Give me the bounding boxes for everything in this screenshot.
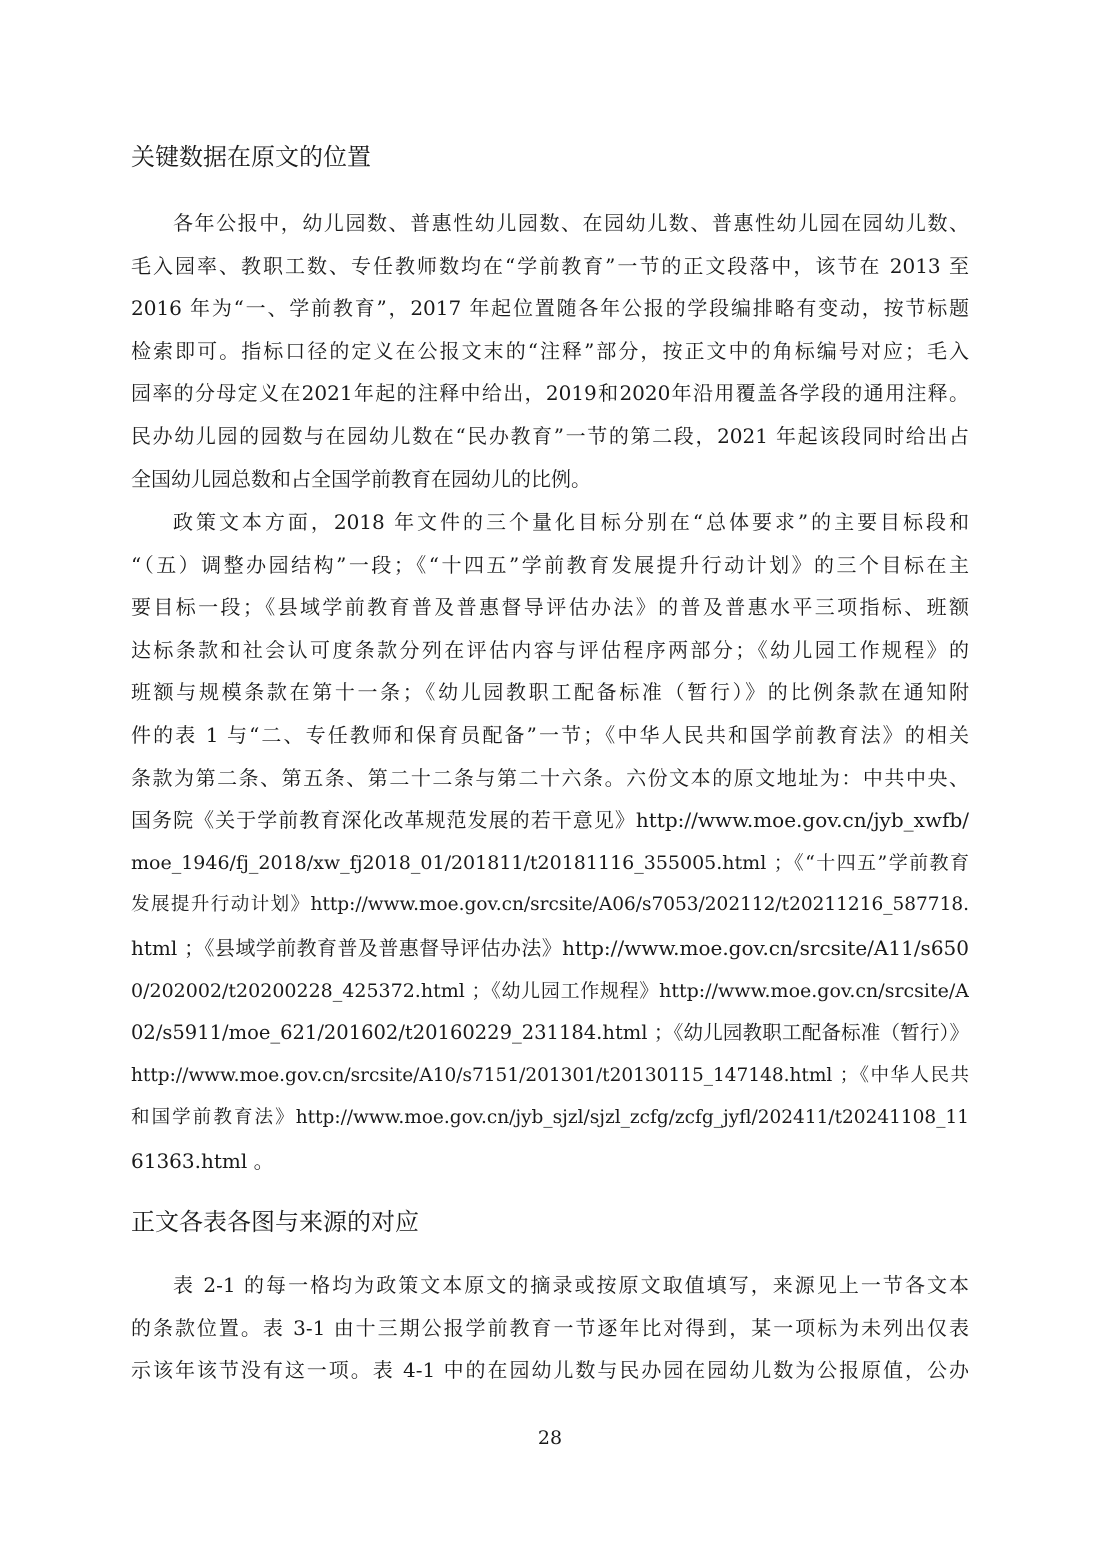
paragraph-line: 园率的分母定义在2021年起的注释中给出，2019和2020年沿用覆盖各学段的通用注释。 bbox=[131, 381, 969, 406]
paragraph-line: 检索即可。指标口径的定义在公报文末的“注释”部分，按正文中的角标编号对应；毛入 bbox=[131, 338, 969, 363]
paragraph-table-sources bbox=[131, 1264, 969, 1392]
paragraph-policy-texts bbox=[131, 501, 969, 1183]
paragraph-line: 各年公报中，幼儿园数、普惠性幼儿园数、在园幼儿数、普惠性幼儿园在园幼儿数、 bbox=[173, 211, 969, 235]
paragraph-line: 表 2-1 的每一格均为政策文本原文的摘录或按原文取值填写，来源见上一节各文本 bbox=[173, 1273, 969, 1297]
paragraph-line: 示该年该节没有这一项。表 4-1 中的在园幼儿数与民办园在园幼儿数为公报原值，公办 bbox=[131, 1358, 969, 1383]
paragraph-line: 毛入园率、教职工数、专任教师数均在“学前教育”一节的正文段落中，该节在 2013 至 bbox=[131, 253, 969, 278]
paragraph-line: 要目标一段；《县域学前教育普及普惠督导评估办法》的普及普惠水平三项指标、班额 bbox=[131, 595, 969, 620]
page-number: 28 bbox=[537, 1427, 563, 1449]
paragraph-line: 02/s5911/moe_621/201602/t20160229_231184.html ；《幼儿园教职工配备标准（暂行）》 bbox=[131, 1021, 969, 1045]
paragraph-line: 和国学前教育法》http://www.moe.gov.cn/jyb_sjzl/sjzl_zcfg/zcfg_jyfl/202411/t20241108_11 bbox=[131, 1107, 969, 1129]
paragraph-line: 民办幼儿园的园数与在园幼儿数在“民办教育”一节的第二段，2021 年起该段同时给出占 bbox=[131, 423, 969, 448]
paragraph-line: 班额与规模条款在第十一条；《幼儿园教职工配备标准（暂行）》的比例条款在通知附 bbox=[131, 680, 969, 705]
paragraph-line: 件的表 1 与“二、专任教师和保育员配备”一节；《中华人民共和国学前教育法》的相关 bbox=[131, 722, 969, 747]
paragraph-line: 2016 年为“一、学前教育”，2017 年起位置随各年公报的学段编排略有变动，按节标题 bbox=[131, 296, 969, 321]
section-heading-key-data-location: 关键数据在原文的位置 bbox=[131, 143, 371, 171]
paragraph-line: 0/202002/t20200228_425372.html ；《幼儿园工作规程》http://www.moe.gov.cn/srcsite/A bbox=[131, 979, 969, 1002]
paragraph-line: 发展提升行动计划》http://www.moe.gov.cn/srcsite/A06/s7053/202112/t20211216_587718. bbox=[131, 894, 969, 916]
paragraph-line: 61363.html 。 bbox=[131, 1148, 274, 1173]
paragraph-line: 达标条款和社会认可度条款分列在评估内容与评估程序两部分；《幼儿园工作规程》的 bbox=[131, 637, 969, 662]
paragraph-line: 政策文本方面，2018 年文件的三个量化目标分别在“总体要求”的主要目标段和 bbox=[173, 510, 969, 534]
paragraph-line: 的条款位置。表 3-1 由十三期公报学前教育一节逐年比对得到，某一项标为未列出仅表 bbox=[131, 1315, 969, 1340]
paragraph-line: html ；《县域学前教育普及普惠督导评估办法》http://www.moe.gov.cn/srcsite/A11/s650 bbox=[131, 935, 969, 960]
paragraph-bulletin-locations bbox=[131, 202, 969, 500]
paragraph-line: moe_1946/fj_2018/xw_fj2018_01/201811/t20181116_355005.html ；《“十四五”学前教育 bbox=[131, 851, 969, 874]
paragraph-line: http://www.moe.gov.cn/srcsite/A10/s7151/201301/t20130115_147148.html ；《中华人民共 bbox=[131, 1064, 969, 1086]
document-page bbox=[131, 0, 969, 1556]
paragraph-line: 全国幼儿园总数和占全国学前教育在园幼儿的比例。 bbox=[131, 466, 591, 491]
paragraph-line: 条款为第二条、第五条、第二十二条与第二十六条。六份文本的原文地址为：中共中央、 bbox=[131, 765, 969, 790]
paragraph-line: 国务院《关于学前教育深化改革规范发展的若干意见》http://www.moe.gov.cn/jyb_xwfb/ bbox=[131, 808, 969, 833]
section-heading-tables-figures-sources: 正文各表各图与来源的对应 bbox=[131, 1208, 419, 1236]
paragraph-line: “（五）调整办园结构”一段；《“十四五”学前教育发展提升行动计划》的三个目标在主 bbox=[131, 552, 969, 577]
